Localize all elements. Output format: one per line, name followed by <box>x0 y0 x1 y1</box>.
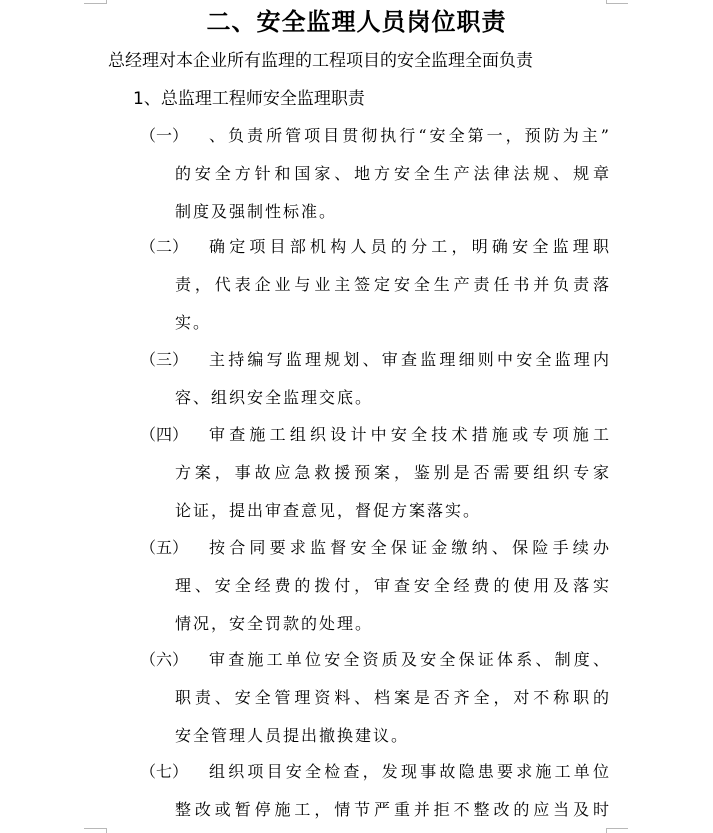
duty-item-line: 审查施工组织设计中安全技术措施或专项施工 <box>209 425 609 444</box>
duty-item-line: 情况，安全罚款的处理。 <box>175 614 374 633</box>
duty-item-line: 实。 <box>175 313 212 332</box>
duty-item-line: 整改或暂停施工，情节严重并拒不整改的应当及时 <box>175 800 609 819</box>
duty-item-number: （一） <box>140 126 189 145</box>
section-heading: 1、总监理工程师安全监理职责 <box>133 89 365 109</box>
intro-paragraph: 总经理对本企业所有监理的工程项目的安全监理全面负责 <box>108 51 533 71</box>
duty-item-number: （三） <box>140 350 189 369</box>
duty-item-number: （二） <box>140 237 189 256</box>
duty-item-line: 安全管理人员提出撤换建议。 <box>175 726 410 745</box>
duty-item-line: 职责、安全管理资料、档案是否齐全，对不称职的 <box>175 688 609 707</box>
duty-item-number: （五） <box>140 538 189 557</box>
duty-item-line: 按合同要求监督安全保证金缴纳、保险手续办 <box>209 538 609 557</box>
duty-item-line: 组织项目安全检查，发现事故隐患要求施工单位 <box>209 762 609 781</box>
duty-item-line: 方案，事故应急救援预案，鉴别是否需要组织专家 <box>175 463 609 482</box>
duty-item-line: 理、安全经费的拨付，审查安全经费的使用及落实 <box>175 576 609 595</box>
duty-item-line: 论证，提出审查意见，督促方案落实。 <box>175 501 482 520</box>
duty-item-line: 责，代表企业与业主签定安全生产责任书并负责落 <box>175 275 609 294</box>
duty-item-line: 审查施工单位安全资质及安全保证体系、制度、 <box>209 650 609 669</box>
duty-item-line: 主持编写监理规划、审查监理细则中安全监理内 <box>209 350 609 369</box>
duty-item-line: 、负责所管项目贯彻执行“安全第一，预防为主” <box>209 126 609 145</box>
crop-mark-bottom-left <box>84 828 106 829</box>
duty-item-number: （七） <box>140 762 189 781</box>
duty-item-line: 容、组织安全监理交底。 <box>175 388 374 407</box>
duty-item-line: 确定项目部机构人员的分工，明确安全监理职 <box>209 237 609 256</box>
duty-item-line: 的安全方针和国家、地方安全生产法律法规、规章 <box>175 164 609 183</box>
duty-item-line: 制度及强制性标准。 <box>175 202 338 221</box>
duty-item-number: （六） <box>140 650 189 669</box>
crop-mark-bottom-left-vertical <box>106 828 107 833</box>
duty-item-number: （四） <box>140 425 189 444</box>
crop-mark-bottom-right <box>606 828 628 829</box>
document-title: 二、安全监理人员岗位职责 <box>206 8 507 36</box>
